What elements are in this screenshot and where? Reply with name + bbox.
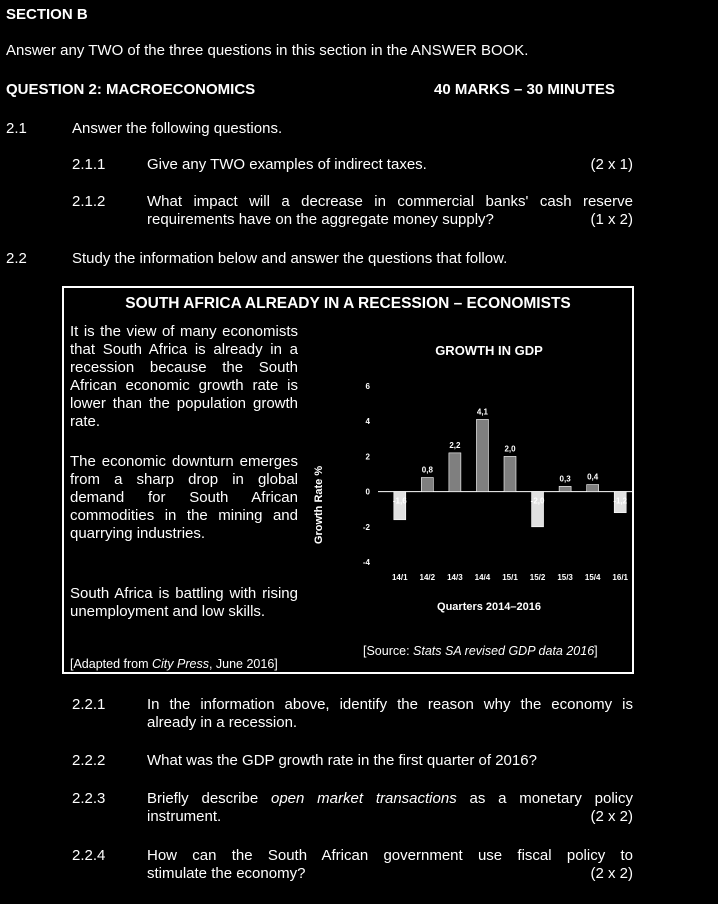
chart-ylabel: Growth Rate % — [313, 465, 325, 545]
data-label: 2,0 — [504, 444, 516, 454]
q212-line1: What impact will a decrease in commercial banks' cash reserve — [147, 193, 633, 210]
x-tick-label: 14/2 — [419, 573, 436, 582]
y-tick-label: -4 — [362, 558, 370, 567]
gdp-chart — [304, 340, 634, 640]
question-marks: 40 MARKS – 30 MINUTES — [434, 81, 615, 98]
q211-marks: (2 x 1) — [590, 156, 633, 173]
q224-line1: How can the South African government use fiscal policy to — [147, 847, 633, 864]
q22-number: 2.2 — [6, 250, 27, 267]
q221-row — [147, 696, 633, 732]
q221-line2: already in a recession. — [147, 714, 298, 731]
question-title: QUESTION 2: MACROECONOMICS — [6, 81, 256, 98]
x-tick-label: 15/2 — [529, 573, 546, 582]
q211-text: Give any TWO examples of indirect taxes. — [147, 156, 427, 173]
extract-title: SOUTH AFRICA ALREADY IN A RECESSION – ECONOMISTS — [125, 295, 571, 312]
x-tick-label: 14/1 — [391, 573, 408, 582]
section-instruction: Answer any TWO of the three questions in this section in the ANSWER BOOK. — [6, 42, 529, 59]
q223-line1: Briefly describe open market transactions as a monetary policy — [147, 790, 633, 807]
chart-xlabel: Quarters 2014–2016 — [437, 601, 541, 613]
q222-number: 2.2.2 — [72, 752, 106, 769]
q224-line2: stimulate the economy? — [147, 865, 306, 882]
x-tick-label: 15/3 — [557, 573, 573, 582]
q224-number: 2.2.4 — [72, 847, 106, 864]
extract-box — [62, 286, 634, 674]
bar-15-4 — [587, 485, 599, 492]
q223-number: 2.2.3 — [72, 790, 106, 807]
q223-marks: (2 x 2) — [590, 808, 633, 825]
q212-number: 2.1.2 — [72, 193, 106, 210]
x-tick-label: 15/4 — [584, 573, 601, 582]
q22-text: Study the information below and answer the questions that follow. — [72, 250, 508, 267]
x-tick-label: 14/3 — [447, 573, 463, 582]
data-label: -1,2 — [613, 496, 628, 506]
q224-marks: (2 x 2) — [590, 865, 633, 882]
y-tick-label: -2 — [362, 522, 370, 532]
bar-15-3 — [559, 486, 571, 491]
x-tick-label: 14/4 — [474, 573, 491, 582]
q221-number: 2.2.1 — [72, 696, 106, 713]
q211-number: 2.1.1 — [72, 156, 106, 173]
data-label: -2,0 — [530, 496, 545, 506]
data-label: 0,8 — [421, 465, 433, 475]
bar-14-3 — [449, 453, 461, 492]
q223-line2: instrument. — [147, 808, 222, 825]
q224-row — [147, 847, 633, 883]
q222-text: What was the GDP growth rate in the first quarter of 2016? — [147, 752, 537, 769]
extract-source: [Source: Stats SA revised GDP data 2016] — [363, 644, 598, 658]
q21-number: 2.1 — [6, 120, 27, 137]
data-label: 4,1 — [476, 407, 489, 417]
q21-text: Answer the following questions. — [72, 120, 283, 137]
data-label: 2,2 — [449, 440, 461, 450]
extract-para-1: It is the view of many economists that South Africa is already in a recession because the South African economic growth rate is lower than the population growth rate. — [70, 323, 298, 430]
extract-adapted: [Adapted from City Press, June 2016] — [70, 657, 278, 671]
bar-14-4 — [476, 419, 488, 491]
q212-line2: requirements have on the aggregate money supply? — [147, 211, 494, 228]
data-label: -1,6 — [392, 496, 407, 506]
y-tick-label: 4 — [365, 417, 370, 427]
y-tick-label: 6 — [365, 382, 370, 391]
section-title: SECTION B — [6, 6, 88, 23]
y-tick-label: 0 — [365, 487, 370, 497]
data-label: 0,4 — [587, 472, 599, 482]
q223-row — [147, 790, 633, 826]
extract-para-3: South Africa is battling with rising unemployment and low skills. — [70, 585, 298, 620]
bar-14-2 — [421, 478, 433, 492]
q211-row — [147, 156, 633, 174]
x-tick-label: 15/1 — [502, 573, 518, 582]
q212-row — [147, 193, 633, 229]
data-label: 0,3 — [559, 474, 571, 484]
y-tick-label: 2 — [365, 452, 370, 462]
chart-title: GROWTH IN GDP — [435, 343, 543, 358]
bar-15-1 — [504, 456, 516, 491]
q212-marks: (1 x 2) — [590, 211, 633, 228]
q221-line1: In the information above, identify the reason why the economy is — [147, 696, 633, 713]
x-tick-label: 16/1 — [612, 573, 629, 582]
extract-para-2: The economic downturn emerges from a sharp drop in global demand for South African commodities in the mining and quarrying industries. — [70, 453, 298, 542]
